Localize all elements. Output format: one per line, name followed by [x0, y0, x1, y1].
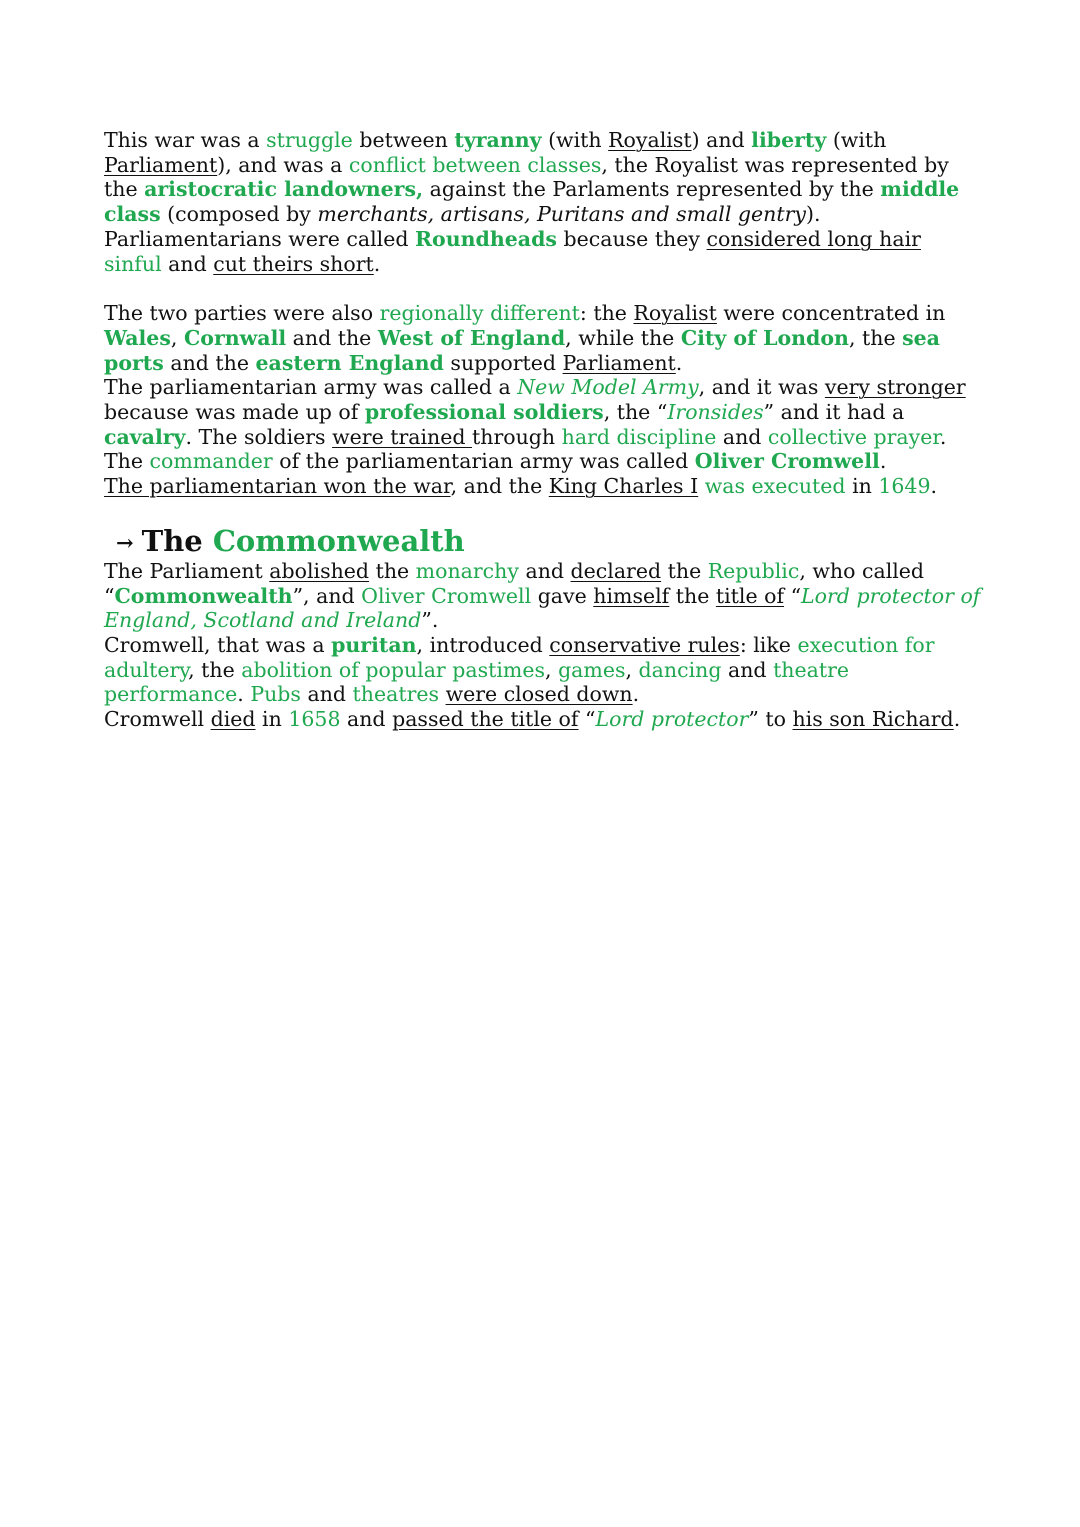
text-run-styled: theatre performance	[104, 657, 850, 707]
text-run-styled: sinful	[104, 251, 162, 276]
text-run: ,	[170, 325, 184, 350]
section-commonwealth	[104, 559, 984, 732]
document-page	[104, 128, 984, 732]
paragraph-commonwealth-republic	[104, 559, 984, 633]
text-run-styled: City of London	[680, 325, 849, 350]
text-run: .	[373, 251, 381, 276]
paragraph-war-outcome	[104, 474, 984, 499]
text-run-styled: were trained	[332, 424, 473, 449]
paragraph-puritan-rules	[104, 633, 984, 707]
text-run-styled: aristocratic landowners,	[144, 177, 424, 202]
text-run-styled: 1658	[288, 707, 341, 732]
text-run: ”, and	[292, 583, 362, 608]
text-run: and	[518, 558, 571, 583]
text-run: the	[669, 583, 716, 608]
text-run: : the	[579, 301, 634, 326]
text-run: (with	[826, 128, 887, 152]
text-run-styled: cavalry	[104, 424, 186, 449]
text-run: ,	[625, 657, 639, 682]
text-run: and	[721, 657, 774, 682]
text-run-styled: title of	[715, 583, 785, 608]
text-run: in	[845, 474, 879, 499]
text-run: Cromwell, that was a	[104, 632, 332, 657]
text-run: , who called “	[104, 558, 925, 608]
text-run: “	[784, 583, 802, 608]
text-run-styled: execution for adultery	[104, 632, 935, 682]
text-run: .	[879, 449, 887, 474]
text-run-styled: Parliament	[104, 152, 218, 177]
text-run: between	[352, 128, 455, 152]
text-run: , the	[848, 325, 903, 350]
text-run-styled: Lord protector	[595, 707, 749, 732]
text-run-styled: West of England	[377, 325, 566, 350]
text-run: , the “	[603, 400, 668, 425]
heading-accent: Commonwealth	[212, 523, 465, 558]
text-run-styled: middle class	[104, 177, 960, 227]
text-run-styled: conflict between classes	[348, 152, 602, 177]
text-run-styled: eastern England	[255, 350, 444, 375]
text-run: and	[716, 424, 768, 449]
text-run-styled: passed the title of	[392, 707, 579, 732]
text-run: .	[237, 682, 251, 707]
text-run: .	[930, 474, 938, 499]
text-run: , the	[188, 657, 242, 682]
text-run-styled: sea ports	[104, 325, 940, 375]
text-run: : like	[739, 632, 798, 657]
paragraph-war-struggle	[104, 128, 984, 276]
text-run: the	[369, 558, 416, 583]
text-run: ), and was a	[217, 152, 349, 177]
text-run-styled: his son Richard	[792, 707, 954, 732]
text-run-styled: collective prayer	[767, 424, 940, 449]
text-run: , introduced	[416, 632, 550, 657]
text-run-styled: 1649	[878, 474, 931, 499]
text-run: This war was a	[104, 128, 267, 152]
text-run-styled: died	[210, 707, 256, 732]
text-run-styled: struggle	[266, 128, 353, 152]
text-run-styled: commander	[149, 449, 273, 474]
text-run-styled: Republic	[707, 558, 800, 583]
text-run: (with	[541, 128, 609, 152]
arrow-right-icon: →	[116, 529, 134, 555]
text-run-styled: Ironsides	[667, 400, 764, 425]
text-run-styled: dancing	[638, 657, 722, 682]
text-run-styled: hard discipline	[561, 424, 717, 449]
text-run: The parliamentarian army was called a	[104, 375, 518, 400]
text-run-styled: Wales	[104, 325, 171, 350]
text-run-styled: abolished	[269, 558, 370, 583]
text-run: (composed by	[160, 202, 318, 227]
text-run: .	[675, 350, 683, 375]
text-run: were concentrated in	[716, 301, 946, 326]
text-run-styled: abolition of popular pastimes	[241, 657, 546, 682]
text-run-styled: regionally different	[379, 301, 580, 326]
heading-prefix: The	[141, 523, 203, 558]
paragraph-new-model-army	[104, 375, 984, 474]
text-run-styled: Pubs	[250, 682, 301, 707]
text-run: the	[661, 558, 708, 583]
text-run-styled: considered long hair	[706, 226, 921, 251]
text-run-styled: conservative rules	[549, 632, 740, 657]
paragraph-regional-difference	[104, 301, 984, 375]
text-run: and	[340, 707, 393, 732]
paragraph-cromwell-death	[104, 707, 984, 732]
text-run: and	[161, 251, 214, 276]
text-run-styled: monarchy	[415, 558, 519, 583]
text-run-styled: King Charles I	[548, 474, 699, 499]
text-run: . The soldiers	[185, 424, 333, 449]
text-run: in	[255, 707, 289, 732]
text-run-styled: Commonwealth	[114, 583, 293, 608]
text-run: The two parties were also	[104, 301, 380, 326]
text-run: gave	[531, 583, 594, 608]
text-run: , and it was	[698, 375, 825, 400]
text-run-styled: New Model Army	[517, 375, 699, 400]
text-run-styled: The parliamentarian won the war	[104, 474, 451, 499]
paragraph-gap	[104, 276, 984, 301]
text-run-styled: Royalist	[608, 128, 692, 152]
text-run-styled: Royalist	[633, 301, 717, 326]
section-civil-war	[104, 128, 984, 499]
text-run: and	[300, 682, 353, 707]
text-run: ” to	[748, 707, 793, 732]
text-run: and the	[163, 350, 256, 375]
text-run-styled: himself	[593, 583, 670, 608]
text-run: ”.	[421, 608, 439, 633]
text-run-styled: declared	[570, 558, 662, 583]
text-run: of the parliamentarian army was called	[272, 449, 695, 474]
text-run: “	[578, 707, 596, 732]
text-run: , the Royalist was represented by the	[104, 152, 949, 202]
text-run: , while the	[565, 325, 681, 350]
text-run-styled: Parliament	[562, 350, 676, 375]
text-run-styled: puritan	[331, 632, 417, 657]
text-run-styled: Oliver Cromwell	[694, 449, 880, 474]
text-run-styled: Cornwall	[183, 325, 287, 350]
text-run-styled: cut theirs short	[213, 251, 374, 276]
text-run: Cromwell	[104, 707, 211, 732]
text-run-styled: theatres	[352, 682, 440, 707]
text-run: because was made up of	[104, 400, 365, 425]
text-run-styled: tyranny	[454, 128, 542, 152]
text-run: ,	[545, 657, 559, 682]
text-run: , and the	[450, 474, 549, 499]
text-run: .	[953, 707, 961, 732]
text-run: because they	[556, 226, 707, 251]
text-run: ). Parliamentarians were called	[104, 202, 821, 251]
text-run-styled: Lord protector of England, Scotland and Ireland	[104, 583, 981, 633]
text-run-styled: merchants, artisans, Puritans and small gentry	[317, 202, 806, 227]
section-heading-commonwealth	[104, 525, 984, 559]
text-run-styled: very stronger	[824, 375, 966, 400]
text-run: ) and	[691, 128, 752, 152]
text-run: through	[472, 424, 562, 449]
text-run-styled: was executed	[704, 474, 846, 499]
text-run: supported	[443, 350, 563, 375]
text-run: . The	[104, 424, 947, 474]
text-run-styled: Oliver Cromwell	[361, 583, 532, 608]
text-run-styled: liberty	[751, 128, 827, 152]
text-run: ” and it had a	[763, 400, 905, 425]
text-run: The Parliament	[104, 558, 270, 583]
text-run-styled: were closed down	[445, 682, 633, 707]
text-run-styled: professional soldiers	[364, 400, 604, 425]
text-run-styled: Roundheads	[415, 226, 557, 251]
text-run: and the	[286, 325, 378, 350]
text-run-styled: games	[558, 657, 626, 682]
text-run: .	[632, 682, 640, 707]
text-run: against the Parlaments represented by the	[423, 177, 881, 202]
